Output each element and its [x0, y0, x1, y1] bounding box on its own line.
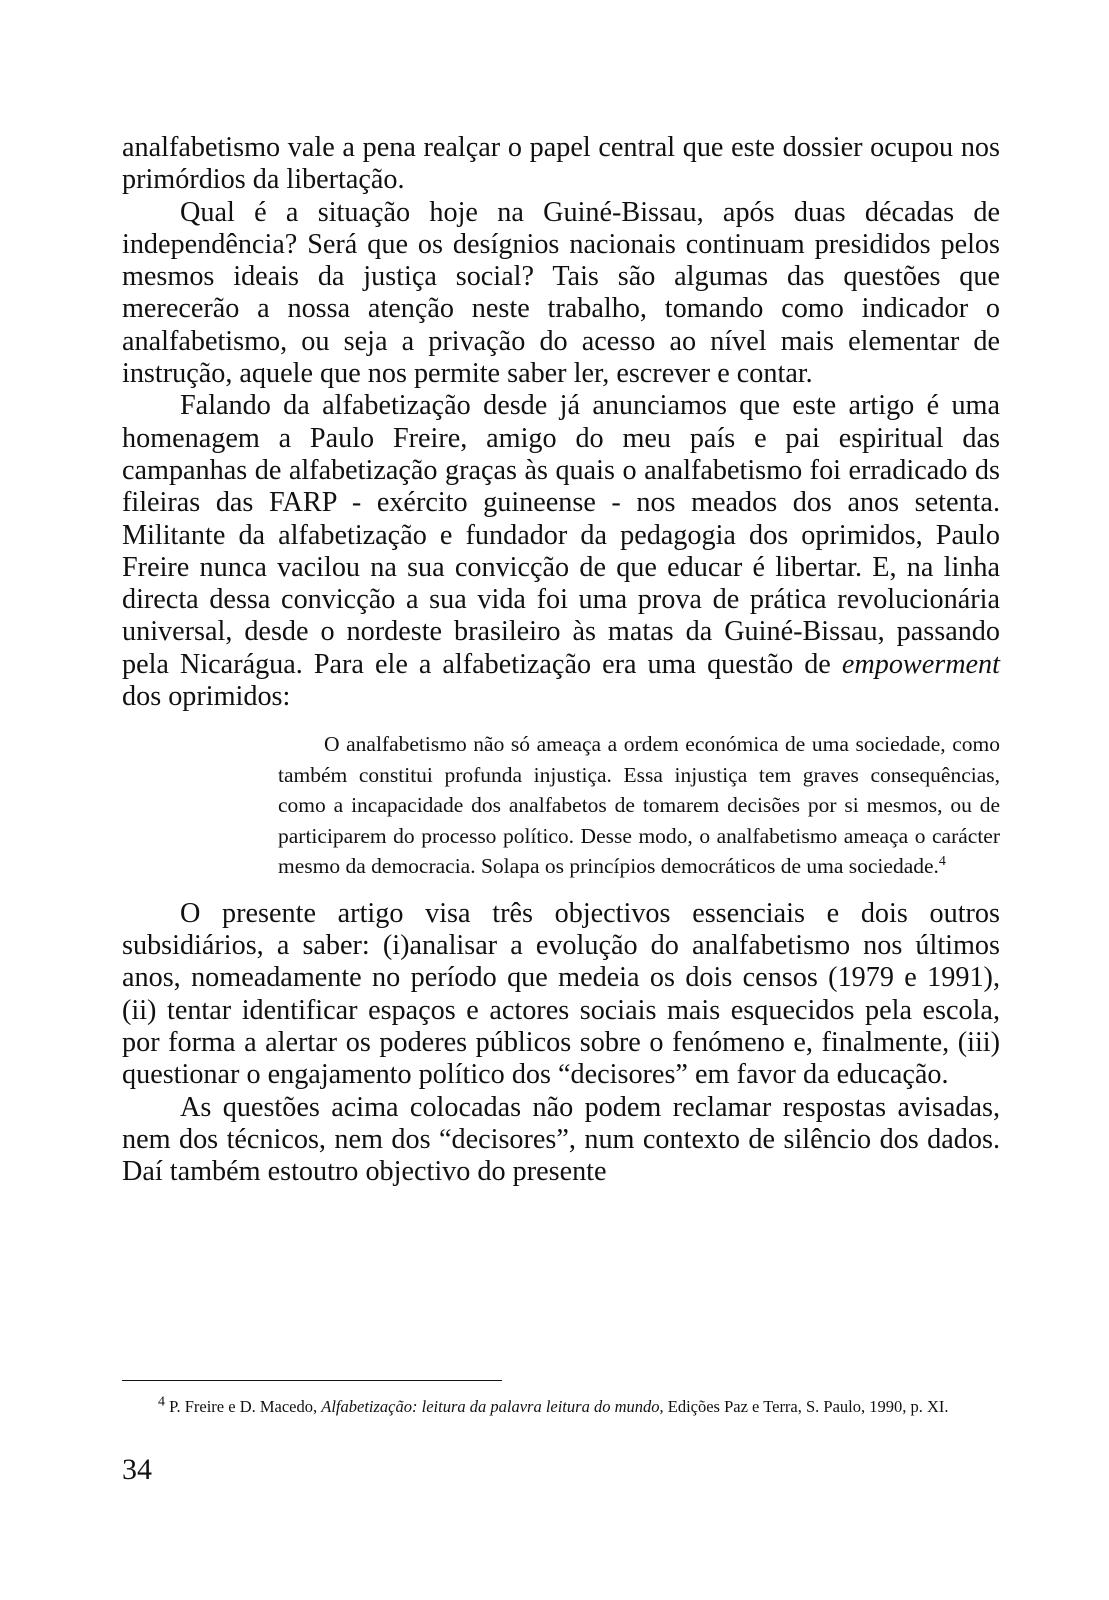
- footnote-divider: [122, 1380, 502, 1381]
- emphasis-term: empowerment: [841, 648, 1000, 680]
- paragraph-2: Qual é a situação hoje na Guiné-Bissau, após duas décadas de independência? Será que os desígnios nacionais continuam presididos pelos mesmos ideais da justiça social? Tais são algumas das questões que merecerão a nossa atenção neste trabalho, tomando como indicador o analfabetismo, ou seja a privação do acesso ao nível mais elementar de instrução, aquele que nos permite saber ler, escrever e contar.: [122, 196, 1000, 390]
- footnote-title: Alfabetização: leitura da palavra leitura do mundo,: [321, 1397, 664, 1416]
- paragraph-5: As questões acima colocadas não podem reclamar respostas avisadas, nem dos técnicos, nem dos “decisores”, num contexto de silêncio dos dados. Daí também estoutro objectivo do presente: [122, 1091, 1000, 1188]
- block-quote-text: O analfabetismo não só ameaça a ordem económica de uma sociedade, como também constitui profunda injustiça. Essa injustiça tem graves consequências, como a incapacidade dos analfabetos de tomarem decisões por si mesmos, ou de participarem do processo político. Desse modo, o analfabetismo ameaça o carácter mesmo da democracia. Solapa os princípios democráticos de uma sociedade.: [278, 732, 1000, 879]
- paragraph-4: O presente artigo visa três objectivos essenciais e dois outros subsidiários, a saber: (i)analisar a evolução do analfabetismo nos últimos anos, nomeadamente no período que medeia os dois censos (1979 e 1991), (ii) tentar identificar espaços e actores sociais mais esquecidos pela escola, por forma a alertar os poderes públicos sobre o fenómeno e, finalmente, (iii) questionar o engajamento político dos “decisores” em favor da educação.: [122, 897, 1000, 1091]
- footnote-mark: 4: [158, 1394, 165, 1410]
- paragraph-1: analfabetismo vale a pena realçar o papel central que este dossier ocupou nos primórdios da libertação.: [122, 132, 1000, 196]
- footnote-reference: 4: [938, 854, 946, 870]
- footnote-authors: P. Freire e D. Macedo,: [165, 1397, 322, 1416]
- footnote: [122, 1394, 1000, 1420]
- block-quote: [278, 729, 1000, 882]
- paragraph-3-tail: dos oprimidos:: [122, 681, 291, 713]
- paragraph-3: [122, 390, 1000, 713]
- page-body: [122, 132, 1000, 1189]
- page-number: 34: [122, 1453, 152, 1486]
- footnote-publisher: Edições Paz e Terra, S. Paulo, 1990, p. XI.: [663, 1397, 949, 1416]
- paragraph-3-text: Falando da alfabetização desde já anunciamos que este artigo é uma homenagem a Paulo Freire, amigo do meu país e pai espiritual das campanhas de alfabetização graças às quais o analfabetismo foi erradicado ds fileiras das FARP - exército guineense - nos meados dos anos setenta. Militante da alfabetização e fundador da pedagogia dos oprimidos, Paulo Freire nunca vacilou na sua convicção de que educar é libertar. E, na linha directa dessa convicção a sua vida foi uma prova de prática revolucionária universal, desde o nordeste brasileiro às matas da Guiné-Bissau, passando pela Nicarágua. Para ele a alfabetização era uma questão de: [122, 390, 1000, 680]
